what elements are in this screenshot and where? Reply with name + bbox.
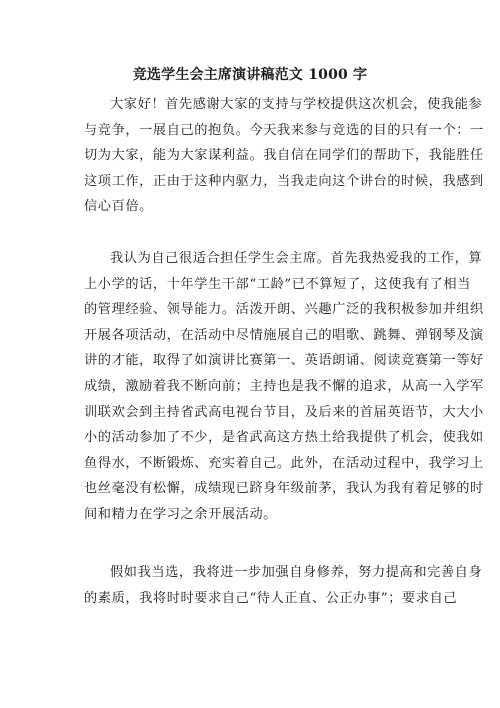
paragraph-line: 间和精力在学习之余开展活动。 bbox=[84, 506, 278, 522]
paragraph-line: 开展各项活动，在活动中尽情施展自己的唱歌、跳舞、弹钢琴及演 bbox=[84, 327, 484, 343]
paragraph-line: 与竞争，一展自己的抱负。今天我来参与竞选的目的只有一个：一 bbox=[84, 122, 484, 138]
paragraph-line: 也丝毫没有松懈，成绩现已跻身年级前茅，我认为我有着足够的时 bbox=[84, 481, 484, 497]
paragraph-line: 假如我当选，我将进一步加强自身修养，努力提高和完善自身 bbox=[110, 565, 483, 580]
paragraph-greeting bbox=[84, 92, 484, 220]
paragraph-line: 切为大家，能为大家谋利益。我自信在同学们的帮助下，我能胜任 bbox=[84, 148, 484, 164]
paragraph-line: 这项工作，正由于这种内驱力，当我走向这个讲台的时候，我感到 bbox=[84, 173, 484, 189]
paragraph-line: 鱼得水，不断锻炼、充实着自己。此外，在活动过程中，我学习上 bbox=[84, 455, 484, 471]
paragraph-line: 讲的才能，取得了如演讲比赛第一、英语朗诵、阅读竞赛第一等好 bbox=[84, 353, 484, 369]
document-title: 竞选学生会主席演讲稿范文 1000 字 bbox=[132, 67, 368, 83]
paragraph-line: 我认为自己很适合担任学生会主席。首先我热爱我的工作，算 bbox=[110, 251, 483, 266]
paragraph-line: 上小学的话，十年学生干部“工龄”已不算短了，这使我有了相当 bbox=[84, 276, 471, 292]
paragraph-line: 训联欢会到主持省武高电视台节目，及后来的首届英语节，大大小 bbox=[84, 404, 484, 420]
paragraph-line: 的管理经验、领导能力。活泼开朗、兴趣广泛的我积极参加并组织 bbox=[84, 302, 484, 318]
paragraph-line: 大家好！首先感谢大家的支持与学校提供这次机会，使我能参 bbox=[110, 97, 483, 112]
paragraph-line: 信心百倍。 bbox=[84, 199, 153, 215]
paragraph-line: 成绩，激励着我不断向前；主持也是我不懈的追求，从高一入学军 bbox=[84, 378, 484, 394]
paragraph-qualifications bbox=[84, 246, 484, 528]
paragraph-line: 的素质，我将时时要求自己“待人正直、公正办事”；要求自己 bbox=[84, 590, 458, 606]
paragraph-pledge bbox=[84, 560, 483, 611]
paragraph-line: 小的活动参加了不少，是省武高这方热土给我提供了机会，使我如 bbox=[84, 430, 484, 446]
